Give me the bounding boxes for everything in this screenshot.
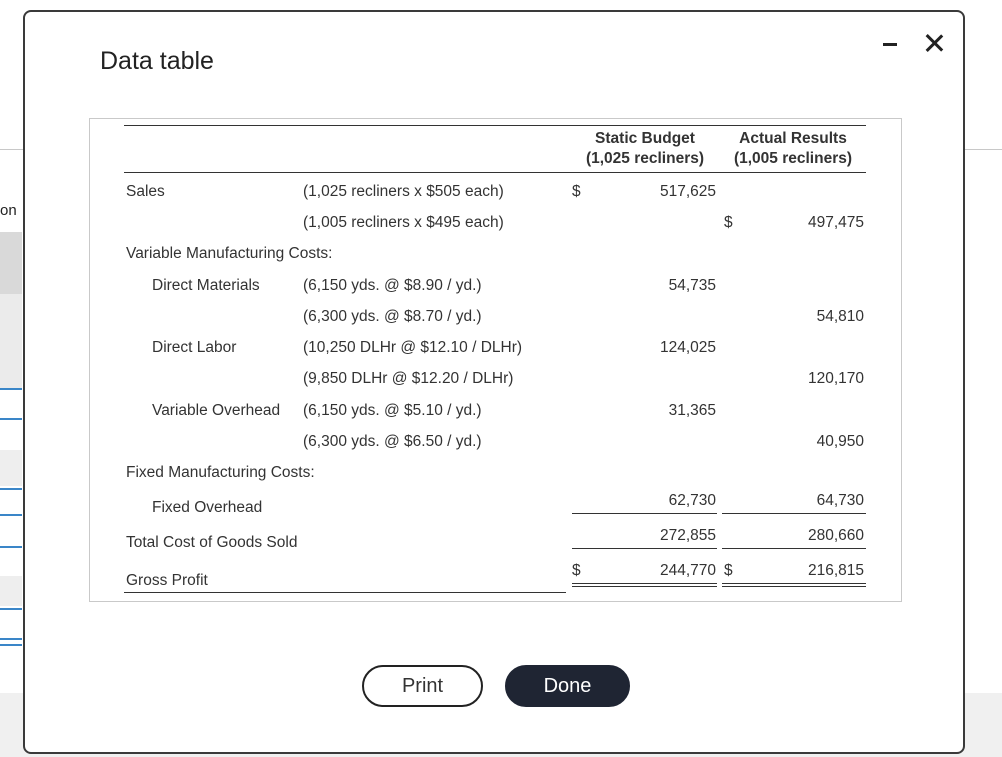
dm-detail-actual: (6,300 yds. @ $8.70 / yd.) — [303, 308, 482, 325]
gp-static-dollar: $ — [572, 562, 581, 579]
dm-static-value: 54,735 — [668, 277, 716, 294]
minimize-icon[interactable] — [877, 30, 903, 56]
fo-static-underline — [572, 513, 717, 514]
tcogs-static-value: 272,855 — [659, 527, 716, 544]
data-table — [89, 118, 902, 602]
dl-detail-static: (10,250 DLHr @ $12.10 / DLHr) — [303, 339, 523, 356]
background-row — [0, 294, 22, 389]
header-static-budget: Static Budget (1,025 recliners) — [585, 130, 705, 167]
fo-actual-underline — [722, 513, 866, 514]
dm-detail-static: (6,150 yds. @ $8.90 / yd.) — [303, 277, 482, 294]
header-actual-results: Actual Results (1,005 recliners) — [733, 130, 853, 167]
gp-static-double-underline — [572, 583, 717, 587]
sales-detail-static: (1,025 recliners x $505 each) — [303, 183, 504, 200]
dl-actual-value: 120,170 — [807, 370, 864, 387]
sales-static-value: 517,625 — [659, 183, 716, 200]
tcogs-static-underline — [572, 548, 717, 549]
dl-detail-actual: (9,850 DLHr @ $12.20 / DLHr) — [303, 370, 514, 387]
row-label-direct-labor: Direct Labor — [152, 339, 237, 356]
close-icon[interactable] — [921, 30, 947, 56]
gp-static-value: 244,770 — [659, 562, 716, 579]
dl-static-value: 124,025 — [659, 339, 716, 356]
print-button[interactable]: Print — [362, 665, 483, 707]
background-selected-row — [0, 232, 22, 294]
fo-actual-value: 64,730 — [816, 492, 864, 509]
sales-actual-value: 497,475 — [807, 214, 864, 231]
data-table-dialog — [23, 10, 965, 754]
gp-actual-value: 216,815 — [807, 562, 864, 579]
header-bottom-rule — [124, 172, 866, 173]
gp-actual-dollar: $ — [724, 562, 733, 579]
tcogs-actual-value: 280,660 — [807, 527, 864, 544]
gp-actual-double-underline — [722, 583, 866, 587]
sales-detail-actual: (1,005 recliners x $495 each) — [303, 214, 504, 231]
vo-static-value: 31,365 — [668, 402, 716, 419]
vo-detail-static: (6,150 yds. @ $5.10 / yd.) — [303, 402, 482, 419]
row-label-sales: Sales — [126, 183, 165, 200]
dm-actual-value: 54,810 — [816, 308, 864, 325]
row-label-total-cost-of-goods-sold: Total Cost of Goods Sold — [126, 534, 298, 551]
row-label-fixed-manufacturing-costs: Fixed Manufacturing Costs: — [126, 464, 315, 481]
sales-actual-dollar: $ — [724, 214, 733, 231]
gross-profit-label-underline — [124, 592, 566, 593]
done-button[interactable]: Done — [505, 665, 630, 707]
table-top-rule — [124, 125, 866, 126]
fo-static-value: 62,730 — [668, 492, 716, 509]
row-label-direct-materials: Direct Materials — [152, 277, 260, 294]
dialog-title: Data table — [100, 47, 214, 75]
row-label-gross-profit: Gross Profit — [126, 572, 208, 589]
vo-detail-actual: (6,300 yds. @ $6.50 / yd.) — [303, 433, 482, 450]
background-label: on — [0, 202, 17, 219]
background-table-rows — [0, 388, 22, 670]
vo-actual-value: 40,950 — [816, 433, 864, 450]
sales-static-dollar: $ — [572, 183, 581, 200]
row-label-variable-manufacturing-costs: Variable Manufacturing Costs: — [126, 245, 333, 262]
row-label-variable-overhead: Variable Overhead — [152, 402, 281, 419]
tcogs-actual-underline — [722, 548, 866, 549]
row-label-fixed-overhead: Fixed Overhead — [152, 499, 263, 516]
